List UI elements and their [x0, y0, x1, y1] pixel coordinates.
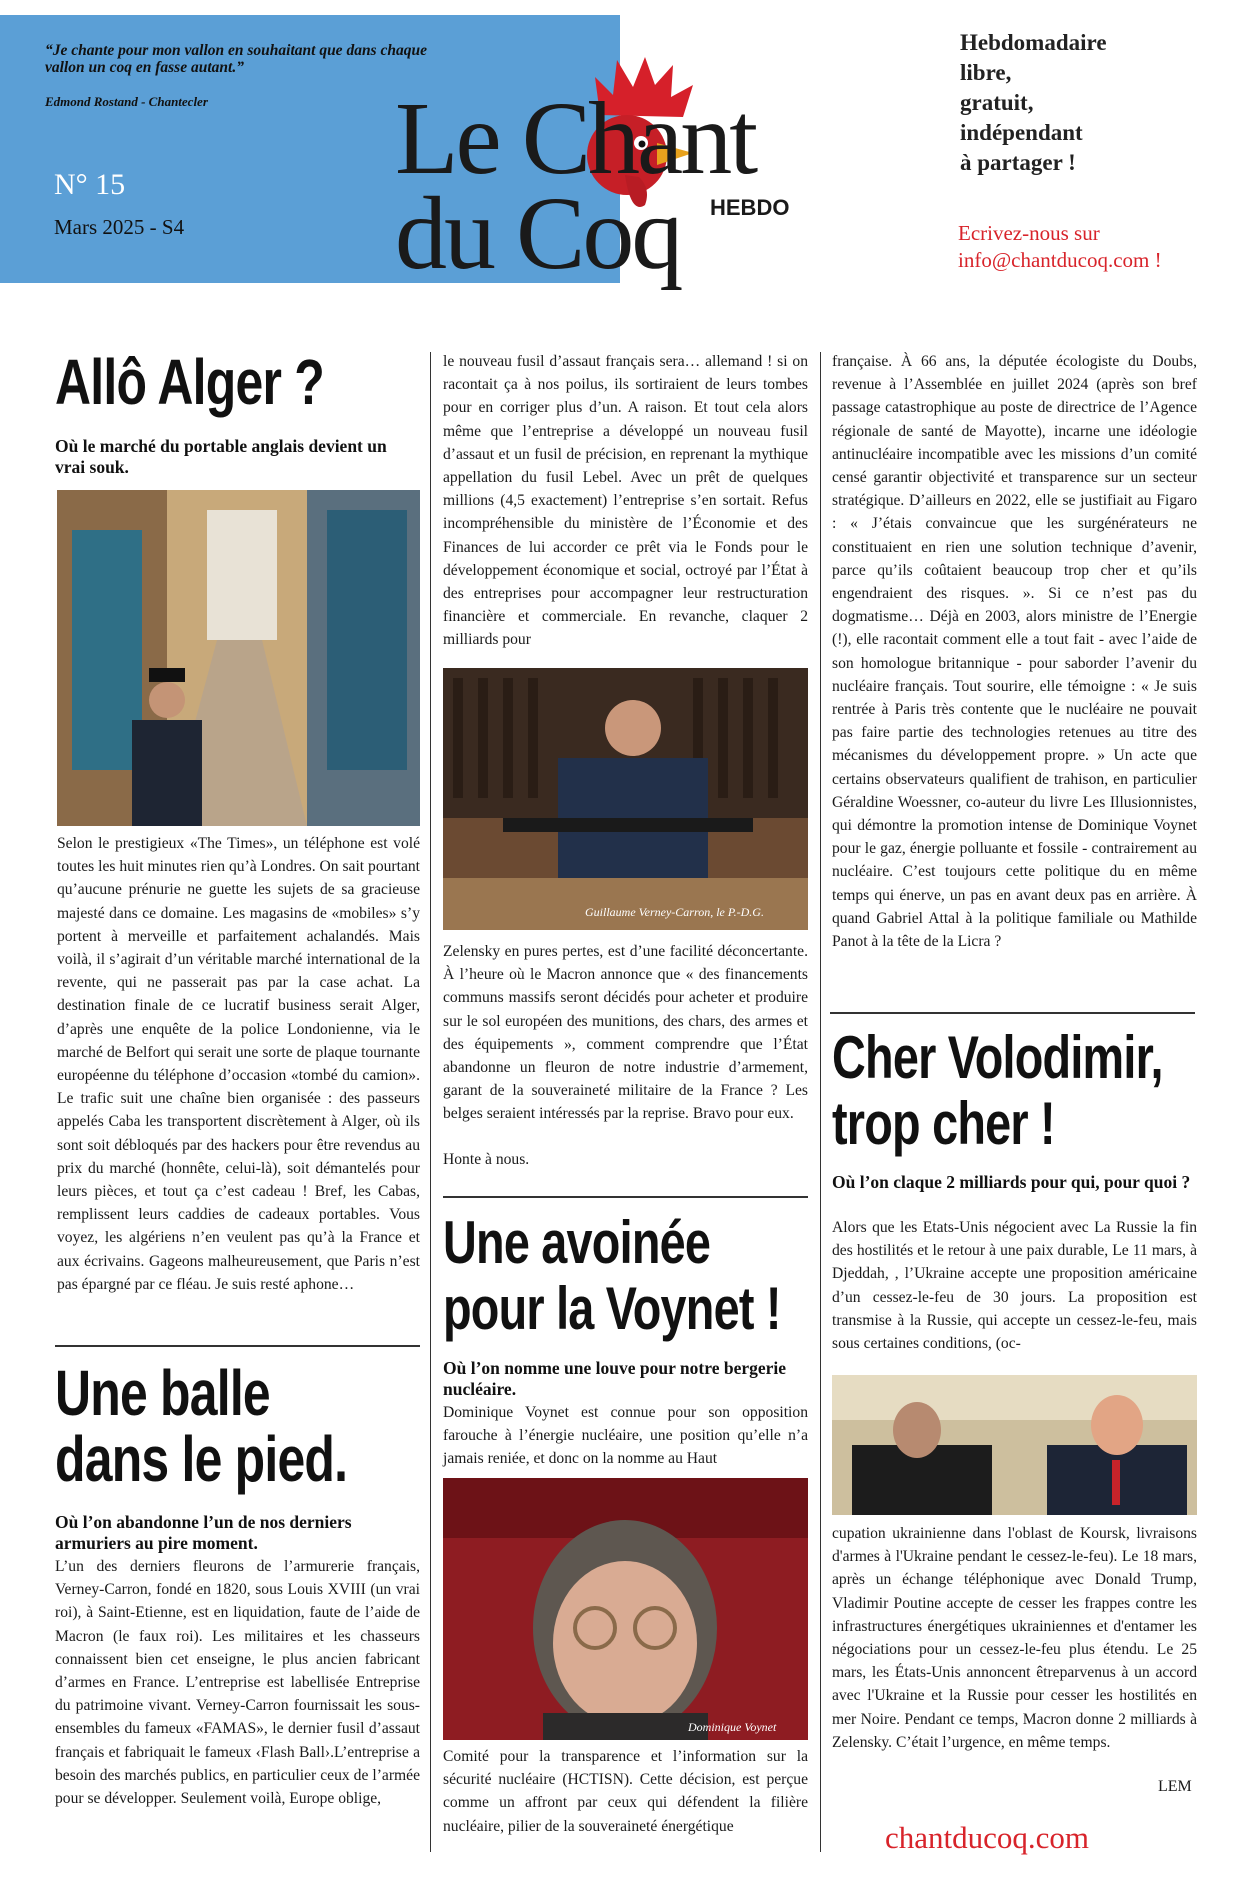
headline-volodimir-line1: Cher Volodimir, [832, 1024, 1163, 1091]
standfirst-voynet: Où l’on nomme une louve pour notre bergerie nucléaire. [443, 1358, 787, 1399]
caption-voynet: Dominique Voynet [688, 1720, 777, 1734]
body-volodimir: Alors que les Etats-Unis négocient avec La Russie la fin des hostilités et le retour à une paix durable, Le 11 mars, à Djeddah, , l’Ukraine accepte une proposition américaine d’un cessez-le-feu de 30 jours. La proposition est transmise à la Russie, qui accepte un cessez-le-feu, mais sous certaines conditions, (oc- [832, 1219, 1197, 1353]
photo-zelensky-trump [832, 1375, 1197, 1515]
footer-site-link[interactable]: chantducoq.com [885, 1820, 1090, 1855]
body-volodimir-cont: cupation ukrainienne dans l'oblast de Koursk, livraisons d'armes à l'Ukraine pendant le cessez-le-feu). Le 18 mars, après un échange téléphonique avec Donald Trump, Vladimir Poutine accepte de cesser les frappes contre les infrastructures énergétiques ukrainiennes et d'entamer les négociations pour un cessez-le-feu plus étendu. Le 25 mars, les États-Unis annoncent êtreparvenus à un accord avec l'Ukraine et la Russie pour cesser les hostilités en mer Noire. Pendant ce temps, Macron donne 2 milliards à Zelensky. C’était l’urgence, en même temps. [832, 1525, 1197, 1751]
headline-voynet-line1: Une avoinée [443, 1209, 711, 1276]
tagline-line: indépendant [960, 120, 1083, 145]
headline-balle [55, 1357, 348, 1495]
column-rule [430, 352, 431, 1852]
headline-voynet [443, 1210, 781, 1342]
logo-line1: Le Chant [395, 81, 756, 196]
headline-volodimir [832, 1025, 1163, 1157]
issue-number: N° 15 [54, 168, 126, 201]
standfirst-alger: Où le marché du portable anglais devient un vrai souk. [55, 436, 387, 477]
logo-line2: du Coq [395, 176, 681, 291]
newspaper-logo [395, 55, 905, 315]
tagline-line: à partager ! [960, 150, 1076, 175]
article-divider [830, 1012, 1195, 1014]
contact [958, 220, 1238, 274]
tagline [960, 28, 1230, 178]
headline-voynet-line2: pour la Voynet ! [443, 1275, 781, 1342]
body-balle-cont2: Zelensky en pures pertes, est d’une facilité déconcertante. À l’heure où le Macron annonce que « des financements communs massifs seront décidés pour acheter et produire sur le sol européen des munitions, des chars, des armes et des équipements », comment comprendre que l’État abandonne un fleuron de notre industrie d’armement, garant de la souveraineté militaire de la France ? Les belges seraient intéressés par la reprise. Bravo pour eux. [443, 943, 808, 1123]
body-balle: L’un des derniers fleurons de l’armurerie français, Verney-Carron, fondé en 1820, sous Louis XVIII (un vrai roi), à Saint-Etienne, est en liquidation, faute de l’aide de Macron (le faux roi). Les militaires et les chasseurs connaissent bien cet enseigne, le plus ancien fabricant d’armes en France. L’entreprise est labellisée Entreprise du patrimoine vivant. Verney-Carron fournissait les sous-ensembles du fameux «FAMAS», le dernier fusil d’assaut français et fabriquait le fameux ‹Flash Ball›.L’entreprise a besoin des marchés publics, en particulier ceux de l’armée pour se développer. Seulement voilà, Europe oblige, [55, 1558, 420, 1808]
caption-verney-carron: Guillaume Verney-Carron, le P.-D.G. [585, 905, 764, 919]
body-voynet-cont2: française. À 66 ans, la députée écologiste du Doubs, revenue à l’Assemblée en juillet 2024 (après son bref passage catastrophique au poste de directrice de l’Agence régionale de santé de Mayotte), incarne une idéologie antinucléaire incompatible avec les missions d’un comité censé garantir objectivité et transparence sur un secteur stratégique. D’ailleurs en 2022, elle se justifiait au Figaro : « J’étais convaincue que les surgénérateurs ne constituaient en rien une solution technique d’avenir, parce qu’ils coûtaient beaucoup trop cher et qu’ils engendraient des risques. ». Si ce n’est pas du dogmatisme… Déjà en 2003, alors ministre de l’Energie (!), elle racontait comment elle a tout fait - avec l’aide de son homologue britannique - pour saborder l’avenir du nucléaire français. Tout sourire, elle témoigne : « Je suis rentrée à Paris très contente que le nucléaire ne pouvait pas faire partie des technologies retenues au titre des mécanismes du développement propre. » Un acte que certains observateurs qualifient de trahison, en particulier Géraldine Woessner, co-auteur du livre Les Illusionnistes, qui démontre la promotion intense de Dominique Voynet pour le gaz, énergie polluante et fossile - contrairement au nucléaire. C’est toujours cette politique du en même temps qui énerve, un pas en avant deux pas en arrière. À quand Gabriel Attal à la politique familiale ou Mathilde Panot à la tête de la Licra ? [832, 353, 1197, 951]
photo-verney-carron [443, 668, 808, 930]
body-voynet-cont1: Comité pour la transparence et l’information sur la sécurité nucléaire (HCTISN). Cette décision, est perçue comme un affront par ceux qui défendent la filière nucléaire, pilier de la souveraineté énergétique [443, 1748, 808, 1835]
column-rule [820, 352, 821, 1852]
body-alger: Selon le prestigieux «The Times», un téléphone est volé toutes les huit minutes rien qu’à Londres. On sait pourtant qu’aucune prénurie ne guette les sujets de sa gracieuse majesté dans ce domaine. Les magasins de «mobiles» s’y portent à merveille et parfaitement achalandés. Mais voilà, il s’agirait d’un véritable marché international de la revente, qui ne passerait pas par la case achat. La destination finale de ce lucratif business serait Alger, d’après une enquête de la police Londonienne, via le marché de Belfort qui serait une sorte de plaque tournante européenne du téléphone d’occasion «tombé du camion». Le trafic suit une chaîne bien organisée : des passeurs appelés Caba les transportent discrètement à Alger, où ils sont soit débloqués par des hackers pour être revendus au prix du marché (honnête, celui-là), soit démantelés pour leurs pièces, et tout ça c’est cadeau ! Bref, les Cabas, remplissent leurs caddies de cadeaux portables. Vous voyez, les algériens n’en veulent pas qu’à la France et aux écrivains. Gageons malheureusement, que Paris n’est pas épargné par ce fléau. Je suis resté aphone… [57, 835, 420, 1293]
photo-alger-street [57, 490, 420, 826]
photo-voynet [443, 1478, 808, 1740]
standfirst-volodimir: Où l’on claque 2 milliards pour qui, pour quoi ? [832, 1172, 1191, 1192]
logo-hebdo: HEBDO [710, 195, 790, 220]
headline-volodimir-line2: trop cher ! [832, 1090, 1055, 1157]
masthead-quote-author: Edmond Rostand - Chantecler [45, 94, 208, 109]
body-balle-closing: Honte à nous. [443, 1151, 530, 1168]
tagline-line: Hebdomadaire [960, 30, 1107, 55]
issue-date: Mars 2025 - S4 [54, 215, 185, 239]
signature: LEM [1158, 1778, 1192, 1795]
headline-alger: Allô Alger ? [55, 346, 324, 418]
tagline-line: gratuit, [960, 90, 1034, 115]
body-voynet: Dominique Voynet est connue pour son opposition farouche à l’énergie nucléaire, une position qu’elle n’a jamais reniée, et donc on la nomme au Haut [443, 1404, 808, 1468]
standfirst-balle: Où l’on abandonne l’un de nos derniers armuriers au pire moment. [55, 1512, 352, 1553]
headline-balle-line1: Une balle [55, 1357, 270, 1429]
tagline-line: libre, [960, 60, 1012, 85]
masthead-quote: “Je chante pour mon vallon en souhaitant que dans chaque vallon un coq en fasse autant.” [45, 42, 427, 76]
contact-line: Ecrivez-nous sur [958, 221, 1100, 245]
body-balle-cont1: le nouveau fusil d’assaut français sera… allemand ! si on racontait ça à nos poilus, ils sortiraient de leurs tombes pour en corriger plus d’un. A raison. Et tout cela alors même que l’entreprise a développé un nouveau fusil d’assaut et un fusil de précision, en reprenant la mythique appellation du fusil Lebel. Avec un prêt de quelques millions (4,5 exactement) l’entreprise s’en sortait. Refus incompréhensible du ministère de l’Économie et des Finances de lui accorder ce prêt via le Fonds pour le développement économique et social, octroyé par l’État à des entreprises pour accompagner leur restructuration financière et commerciale. En revanche, claquer 2 milliards pour [443, 353, 808, 649]
article-divider [443, 1196, 808, 1198]
article-divider [55, 1345, 420, 1347]
contact-email[interactable]: info@chantducoq.com ! [958, 248, 1162, 272]
headline-balle-line2: dans le pied. [55, 1423, 348, 1495]
